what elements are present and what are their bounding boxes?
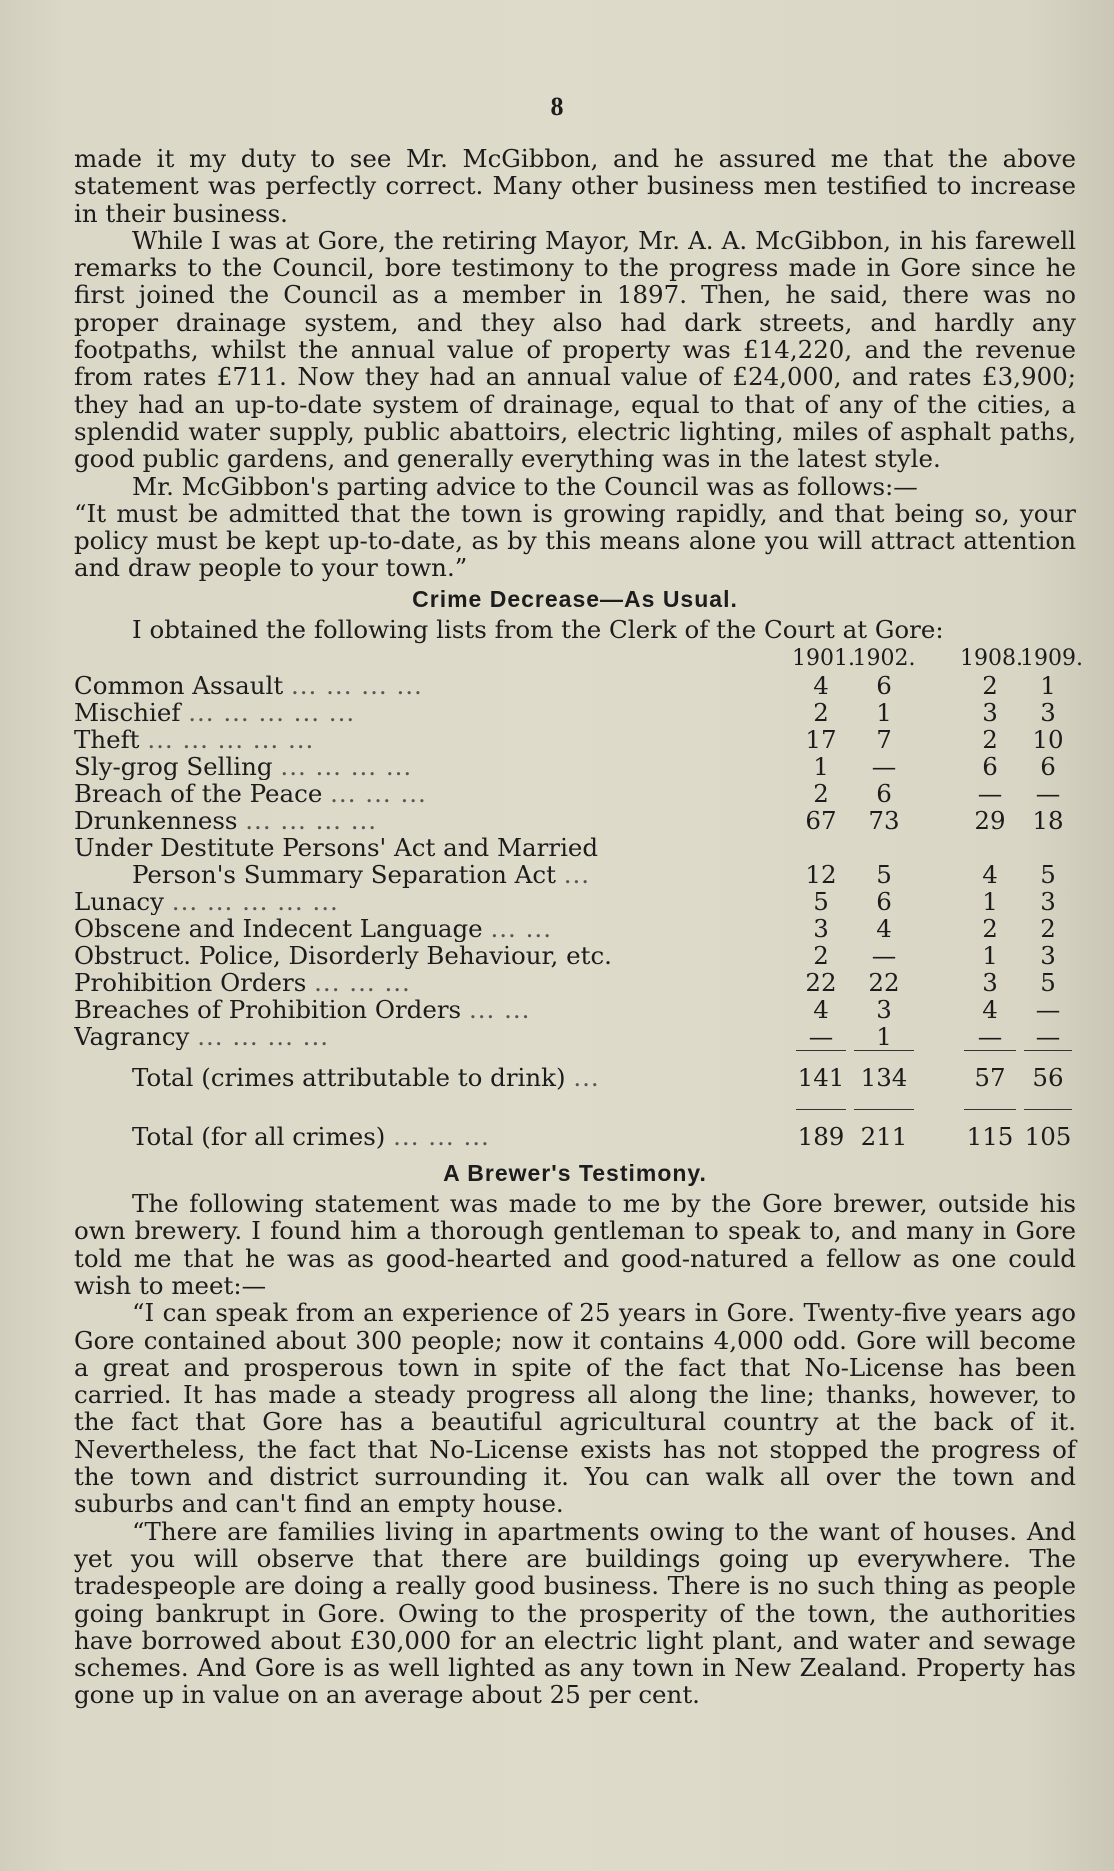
table-row bbox=[74, 699, 1076, 726]
table-cell: 5 bbox=[1040, 968, 1056, 998]
table-row bbox=[74, 915, 1076, 942]
row-label: Drunkenness bbox=[74, 807, 238, 835]
row-label: Sly-grog Selling bbox=[74, 753, 273, 781]
table-cell: — bbox=[1035, 1022, 1061, 1052]
year-header: 1909. bbox=[1020, 646, 1083, 672]
year-header: 1902. bbox=[852, 646, 916, 672]
row-label: Total (for all crimes) bbox=[132, 1123, 386, 1151]
row-label: Under Destitute Persons' Act and Married bbox=[74, 834, 599, 862]
year-header: 1908. bbox=[960, 646, 1023, 672]
row-label: Breach of the Peace bbox=[74, 780, 323, 808]
leader-dots: ... bbox=[563, 861, 591, 889]
leader-dots: ... ... ... bbox=[393, 1123, 490, 1151]
table-row bbox=[74, 807, 1076, 834]
table-cell: 6 bbox=[982, 752, 998, 782]
table-cell: 73 bbox=[868, 806, 900, 836]
leader-dots: ... ... ... ... bbox=[197, 1023, 330, 1051]
year-header: 1901. bbox=[792, 646, 855, 672]
row-label: Breaches of Prohibition Orders bbox=[74, 996, 462, 1024]
table-cell: 3 bbox=[1040, 887, 1056, 917]
table-cell: 56 bbox=[1032, 1063, 1064, 1093]
table-cell: 6 bbox=[876, 671, 892, 701]
table-cell: 1 bbox=[813, 752, 829, 782]
table-cell: 2 bbox=[1040, 914, 1056, 944]
paragraph: Mr. McGibbon's parting advice to the Council was as follows:— bbox=[132, 471, 918, 501]
table-cell: 2 bbox=[982, 725, 998, 755]
table-cell: — bbox=[1035, 995, 1061, 1025]
leader-dots: ... ... ... ... ... bbox=[171, 888, 339, 916]
row-label: Vagrancy bbox=[74, 1023, 190, 1051]
leader-dots: ... ... ... ... ... bbox=[147, 726, 315, 754]
leader-dots: ... ... ... ... bbox=[280, 753, 413, 781]
leader-dots: ... ... ... ... ... bbox=[188, 699, 356, 727]
leader-dots: ... ... ... ... bbox=[245, 807, 378, 835]
table-row bbox=[74, 780, 1076, 807]
leader-dots: ... ... ... bbox=[330, 780, 427, 808]
table-rule bbox=[74, 1109, 1076, 1117]
row-label: Lunacy bbox=[74, 888, 164, 916]
paragraph: “I can speak from an experience of 25 years in Gore. Twenty-five years ago Gore contained about 300 people; now it contains 4,000 odd. Gore will become a great and prosperous town in spite of the fact that No-License has been carried. It has made a steady progress all along the line; thanks, however, to the fact that Gore has a beautiful agricultural country at the back of it. Nevertheless, the fact that No-License exists has not stopped the progress of the town and district surrounding it. You can walk all over the town and suburbs and can't find an empty house. bbox=[74, 1298, 1076, 1519]
table-cell: 3 bbox=[876, 995, 892, 1025]
paragraph: made it my duty to see Mr. McGibbon, and he assured me that the above statement was perfectly correct. Many other business men testified to increase in their business. bbox=[74, 144, 1076, 228]
table-cell: 4 bbox=[876, 914, 892, 944]
paragraph: While I was at Gore, the retiring Mayor, Mr. A. A. McGibbon, in his farewell remarks to the Council, bore testimony to the progress made in Gore since he first joined the Council as a member in 1897. Then, he said, there was no proper drainage system, and they also had dark streets, and hardly any footpaths, whilst the annual value of property was £14,220, and the revenue from rates £711. Now they had an annual value of £24,000, and rates £3,900; they had an up-to-date system of drainage, equal to that of any of the cities, a splendid water supply, public abattoirs, electric lighting, miles of asphalt paths, good public gardens, and generally everything was in the latest style. bbox=[74, 225, 1076, 474]
section-heading-brewer: A Brewer's Testimony. bbox=[443, 1160, 707, 1187]
row-label: Mischief bbox=[74, 699, 181, 727]
table-cell: 12 bbox=[805, 860, 837, 890]
table-cell: 67 bbox=[805, 806, 837, 836]
table-cell: — bbox=[977, 1022, 1003, 1052]
table-row-total-all bbox=[74, 1123, 1076, 1150]
leader-dots: ... ... ... ... bbox=[290, 672, 423, 700]
table-row-total-drink bbox=[74, 1064, 1076, 1091]
table-cell: 189 bbox=[797, 1122, 845, 1152]
leader-dots: ... ... bbox=[490, 915, 552, 943]
table-cell: 22 bbox=[868, 968, 900, 998]
table-row bbox=[74, 996, 1076, 1023]
table-cell: 2 bbox=[813, 698, 829, 728]
row-label: Obstruct. Police, Disorderly Behaviour, etc. bbox=[74, 942, 612, 970]
table-row bbox=[74, 726, 1076, 753]
table-cell: 3 bbox=[813, 914, 829, 944]
table-row bbox=[74, 834, 1076, 861]
table-rule bbox=[74, 1050, 1076, 1058]
table-cell: 4 bbox=[982, 860, 998, 890]
table-cell: 4 bbox=[982, 995, 998, 1025]
table-cell: 115 bbox=[966, 1122, 1014, 1152]
row-label: Person's Summary Separation Act bbox=[132, 861, 556, 889]
table-cell: 4 bbox=[813, 671, 829, 701]
table-cell: 2 bbox=[813, 941, 829, 971]
table-cell: 5 bbox=[876, 860, 892, 890]
body-text bbox=[74, 144, 1083, 1710]
table-cell: 10 bbox=[1032, 725, 1064, 755]
page-number: 8 bbox=[550, 92, 564, 121]
table-cell: 3 bbox=[1040, 698, 1056, 728]
row-label: Prohibition Orders bbox=[74, 969, 307, 997]
table-cell: 3 bbox=[982, 698, 998, 728]
paragraph: “There are families living in apartments owing to the want of houses. And yet you will observe that there are buildings going up everywhere. The tradespeople are doing a really good business. There is no such thing as people going bankrupt in Gore. Owing to the prosperity of the town, the authorities have borrowed about £30,000 for an electric light plant, and water and sewage schemes. And Gore is as well lighted as any town in New Zealand. Property has gone up in value on an average about 25 per cent. bbox=[74, 1516, 1076, 1710]
section-heading-crime: Crime Decrease—As Usual. bbox=[412, 585, 738, 612]
table-cell: 6 bbox=[876, 779, 892, 809]
table-row bbox=[74, 672, 1076, 699]
table-cell: 1 bbox=[982, 941, 998, 971]
table-cell: 1 bbox=[1040, 671, 1056, 701]
table-row bbox=[74, 861, 1076, 888]
paragraph: “It must be admitted that the town is growing rapidly, and that being so, your policy must be kept up-to-date, as by this means alone you will attract attention and draw people to your town.” bbox=[74, 498, 1076, 583]
table-cell: 2 bbox=[982, 914, 998, 944]
table-cell: 1 bbox=[876, 698, 892, 728]
table-cell: — bbox=[1035, 779, 1061, 809]
table-cell: 6 bbox=[1040, 752, 1056, 782]
row-label: Obscene and Indecent Language bbox=[74, 915, 483, 943]
table-cell: 211 bbox=[860, 1122, 908, 1152]
table-cell: 7 bbox=[876, 725, 892, 755]
table-cell: 141 bbox=[797, 1063, 845, 1093]
leader-dots: ... ... ... bbox=[314, 969, 411, 997]
table-row bbox=[74, 753, 1076, 780]
table-cell: 3 bbox=[1040, 941, 1056, 971]
table-cell: 2 bbox=[982, 671, 998, 701]
table-cell: 17 bbox=[805, 725, 837, 755]
table-cell: 134 bbox=[860, 1063, 908, 1093]
crime-table bbox=[74, 645, 1083, 1152]
table-cell: 5 bbox=[1040, 860, 1056, 890]
table-cell: — bbox=[871, 941, 897, 971]
table-cell: — bbox=[808, 1022, 834, 1052]
paragraph: The following statement was made to me by the Gore brewer, outside his own brewery. I found him a thorough gentleman to speak to, and many in Gore told me that he was as good-hearted and good-natured a fellow as one could wish to meet:— bbox=[74, 1189, 1076, 1300]
table-row bbox=[74, 969, 1076, 996]
table-cell: — bbox=[871, 752, 897, 782]
table-cell: 1 bbox=[982, 887, 998, 917]
table-header-row bbox=[74, 645, 1083, 672]
table-cell: 22 bbox=[805, 968, 837, 998]
table-cell: 4 bbox=[813, 995, 829, 1025]
row-label: Total (crimes attributable to drink) bbox=[132, 1064, 566, 1092]
leader-dots: ... bbox=[573, 1064, 600, 1092]
row-label: Common Assault bbox=[74, 672, 284, 700]
table-cell: 2 bbox=[813, 779, 829, 809]
row-label: Theft bbox=[74, 726, 140, 754]
table-row bbox=[74, 942, 1076, 969]
table-cell: 29 bbox=[974, 806, 1006, 836]
table-cell: — bbox=[977, 779, 1003, 809]
crime-intro: I obtained the following lists from the Clerk of the Court at Gore: bbox=[132, 614, 944, 644]
leader-dots: ... ... bbox=[468, 996, 531, 1024]
table-cell: 105 bbox=[1024, 1122, 1072, 1152]
table-cell: 3 bbox=[982, 968, 998, 998]
table-cell: 5 bbox=[813, 887, 829, 917]
table-cell: 57 bbox=[974, 1063, 1006, 1093]
table-row bbox=[74, 1023, 1076, 1050]
table-cell: 1 bbox=[876, 1022, 892, 1052]
table-row bbox=[74, 888, 1076, 915]
table-cell: 18 bbox=[1032, 806, 1064, 836]
table-cell: 6 bbox=[876, 887, 892, 917]
